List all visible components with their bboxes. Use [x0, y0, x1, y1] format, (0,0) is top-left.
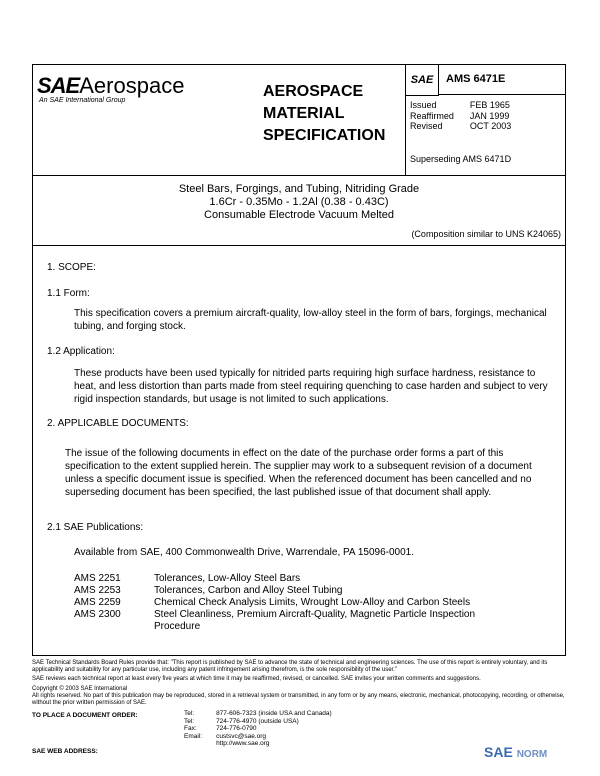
- document-code: AMS 2251: [74, 573, 121, 584]
- uns-composition: (Composition similar to UNS K24065): [411, 229, 561, 239]
- web-link[interactable]: http://www.sae.org: [216, 740, 270, 747]
- document-title: Chemical Check Analysis Limits, Wrought Low-Alloy and Carbon Steels: [154, 597, 471, 608]
- reaffirmed-date: JAN 1999: [469, 110, 510, 121]
- document-title: Tolerances, Carbon and Alloy Steel Tubing: [154, 585, 343, 596]
- material-title: Steel Bars, Forgings, and Tubing, Nitriding Grade: [178, 183, 420, 195]
- title-line-1: AEROSPACE: [263, 83, 364, 100]
- title-line-3: SPECIFICATION: [263, 127, 386, 144]
- footer-rights: All rights reserved. No part of this publication may be reproduced, stored in a retrieval system or transmitted, in any form or by any means, electronic, mechanical, photocopying, recording, or otherwise, without the prior written permission of SAE.: [32, 693, 565, 706]
- revised-label: Revised: [410, 121, 443, 131]
- section-1-1-text: This specification covers a premium aircraft-quality, low-alloy steel in the form of bars, forgings, mechanical tubing, and forging stock.: [74, 308, 547, 332]
- order-label: TO PLACE A DOCUMENT ORDER:: [32, 712, 138, 719]
- section-1-2-heading: 1.2 Application:: [47, 346, 115, 357]
- document-title: Steel Cleanliness, Premium Aircraft-Quality, Magnetic Particle Inspection Procedure: [154, 609, 476, 632]
- web-label: SAE WEB ADDRESS:: [32, 748, 98, 755]
- email-value[interactable]: custsvc@sae.org: [216, 732, 267, 740]
- section-2-1-heading: 2.1 SAE Publications:: [47, 522, 144, 533]
- date-table: [410, 100, 527, 132]
- title-line-2: MATERIAL: [263, 105, 345, 122]
- revised-date: OCT 2003: [469, 121, 512, 131]
- title-block: [33, 175, 565, 246]
- footer-review-note: SAE reviews each technical report at least every five years at which time it may be reaffirmed, revised, or cancelled. SAE invites your written comments and suggestions.: [32, 676, 481, 682]
- contact-table: [184, 710, 346, 748]
- superseding-note: Superseding AMS 6471D: [410, 154, 512, 164]
- document-code: AMS 2300: [74, 609, 121, 620]
- watermark-sae: SAE: [484, 744, 513, 760]
- footer-copyright: Copyright © 2003 SAE International: [32, 686, 128, 692]
- watermark-norm: NORM: [516, 749, 548, 760]
- document-page: [32, 64, 566, 656]
- section-2-text: The issue of the following documents in effect on the date of the purchase order forms a part of this specification to the extent supplied herein. The supplier may work to a subsequent revision of a document unless a specific document issue is specified. When the referenced document has been cancelled and no superseding document has been specified, the last published issue of that document shall apply.: [65, 448, 532, 498]
- sae-mark: SAE: [406, 65, 439, 96]
- reaffirmed-label: Reaffirmed: [410, 110, 454, 121]
- email-label: Email:: [184, 732, 203, 740]
- document-title: Tolerances, Low-Alloy Steel Bars: [154, 573, 301, 584]
- issued-date: FEB 1965: [469, 100, 510, 110]
- sae-norm-watermark: [484, 744, 547, 760]
- melt-process: Consumable Electrode Vacuum Melted: [204, 209, 394, 221]
- issued-label: Issued: [410, 100, 437, 110]
- doc-info-box: [405, 65, 566, 175]
- tel-value: 877-606-7323 (inside USA and Canada): [216, 710, 332, 717]
- doc-type-title: [263, 81, 385, 147]
- sae-aerospace-logo: [33, 65, 249, 175]
- tel-label: Tel:: [184, 710, 195, 717]
- doc-number: AMS 6471E: [438, 65, 566, 95]
- section-1-2-text: These products have been used typically for nitrided parts requiring high surface hardness, resistance to heat, and less distortion than parts made from steel requiring quenching to case harden and subject to very rigid inspection standards, but usage is not limited to such applications.: [74, 368, 548, 405]
- section-2-1-text: Available from SAE, 400 Commonwealth Drive, Warrendale, PA 15096-0001.: [74, 547, 414, 558]
- section-1-1-heading: 1.1 Form:: [47, 288, 90, 299]
- fax-label: Fax:: [184, 725, 197, 732]
- logo-subtitle: An SAE International Group: [39, 97, 126, 104]
- logo-sae-text: SAE: [37, 73, 80, 98]
- footer-disclaimer: SAE Technical Standards Board Rules provide that: "This report is published by SAE to advance the state of technical and engineering sciences. The use of this report is entirely voluntary, and its applicability and suitability for any particular use, including any patent infringement arising therefrom, is the sole responsibility of the user.": [32, 660, 548, 673]
- fax-value: 724-776-0790: [216, 725, 257, 732]
- section-2-heading: 2. APPLICABLE DOCUMENTS:: [47, 418, 189, 429]
- header: [33, 65, 565, 176]
- material-composition: 1.6Cr - 0.35Mo - 1.2Al (0.38 - 0.43C): [209, 196, 389, 208]
- logo-aerospace-text: Aerospace: [79, 73, 185, 98]
- section-1-heading: 1. SCOPE:: [47, 262, 96, 273]
- document-code: AMS 2259: [74, 597, 121, 608]
- tel2-label: Tel:: [184, 717, 195, 725]
- document-code: AMS 2253: [74, 585, 121, 596]
- tel2-value: 724-776-4970 (outside USA): [216, 717, 299, 725]
